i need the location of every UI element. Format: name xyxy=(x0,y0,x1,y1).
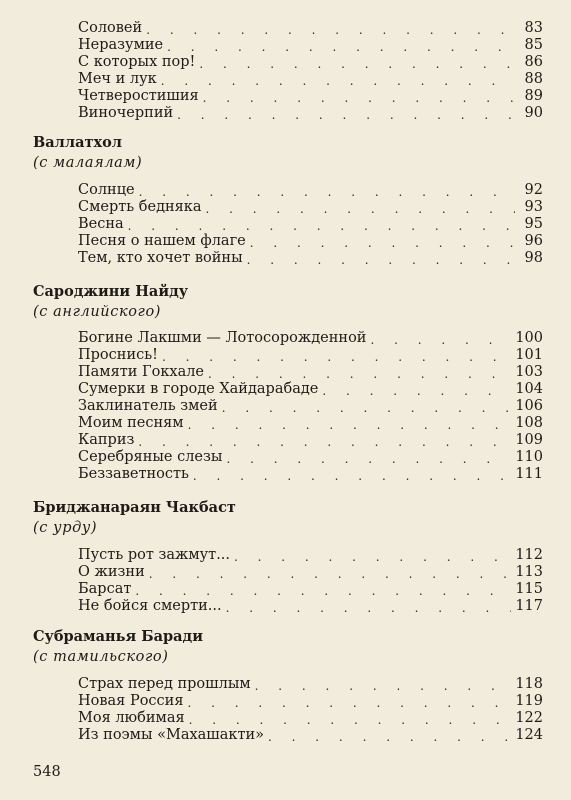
dot-leader xyxy=(193,469,511,483)
dot-leader xyxy=(189,713,512,727)
toc-entry xyxy=(78,182,543,199)
entry-page: 122 xyxy=(515,710,543,726)
toc-entry xyxy=(78,250,543,267)
entry-title: Солнце xyxy=(78,182,135,198)
entry-page: 89 xyxy=(524,88,543,104)
entry-title: Четверостишия xyxy=(78,88,199,104)
entry-title: Тем, кто хочет войны xyxy=(78,250,243,266)
dot-leader xyxy=(135,584,511,598)
entry-title: Весна xyxy=(78,216,124,232)
entry-page: 109 xyxy=(515,432,543,448)
toc-entry xyxy=(78,432,543,449)
dot-leader xyxy=(138,435,511,449)
entry-title: Беззаветность xyxy=(78,466,189,482)
entry-page: 90 xyxy=(524,105,543,121)
entry-page: 83 xyxy=(524,20,543,36)
entry-page: 118 xyxy=(515,676,543,692)
dot-leader xyxy=(167,40,515,54)
entry-page: 98 xyxy=(524,250,543,266)
dot-leader xyxy=(222,401,512,415)
entry-page: 104 xyxy=(515,381,543,397)
entry-page: 113 xyxy=(515,564,543,580)
dot-leader xyxy=(226,601,512,615)
dot-leader xyxy=(208,367,511,381)
entry-title: С которых пор! xyxy=(78,54,196,70)
entry-title: Из поэмы «Махашакти» xyxy=(78,727,265,743)
entry-page: 111 xyxy=(515,466,543,482)
toc-entry xyxy=(78,216,543,233)
entry-page: 115 xyxy=(515,581,543,597)
dot-leader xyxy=(226,452,511,466)
dot-leader xyxy=(247,253,515,267)
translation-language: (с урду) xyxy=(33,520,98,536)
dot-leader xyxy=(161,74,515,88)
entry-page: 95 xyxy=(524,216,543,232)
toc-entry xyxy=(78,105,543,122)
entry-page: 112 xyxy=(515,547,543,563)
entry-page: 100 xyxy=(515,330,543,346)
entry-title: Соловей xyxy=(78,20,143,36)
entry-title: Виночерпий xyxy=(78,105,174,121)
dot-leader xyxy=(322,384,511,398)
entry-page: 103 xyxy=(515,364,543,380)
dot-leader xyxy=(268,730,511,744)
toc-entry xyxy=(78,199,543,216)
dot-leader xyxy=(187,696,511,710)
entry-page: 88 xyxy=(524,71,543,87)
entry-title: Не бойся смерти... xyxy=(78,598,222,614)
toc-entry xyxy=(78,347,543,364)
toc-entry xyxy=(78,88,543,105)
entry-page: 106 xyxy=(515,398,543,414)
dot-leader xyxy=(177,108,515,122)
entry-title: О жизни xyxy=(78,564,145,580)
entry-title: Памяти Гокхале xyxy=(78,364,205,380)
toc-entry xyxy=(78,676,543,693)
entry-title: Моя любимая xyxy=(78,710,185,726)
toc-entry xyxy=(78,547,543,564)
dot-leader xyxy=(199,57,515,71)
entry-title: Богине Лакшми — Лотосорожденной xyxy=(78,330,367,346)
entry-title: Неразумие xyxy=(78,37,164,53)
author-heading: Бриджанараян Чакбаст xyxy=(33,499,236,516)
entry-title: Барсат xyxy=(78,581,132,597)
entry-page: 86 xyxy=(524,54,543,70)
dot-leader xyxy=(370,333,511,347)
toc-entry xyxy=(78,598,543,615)
dot-leader xyxy=(206,202,515,216)
entry-title: Сумерки в городе Хайдарабаде xyxy=(78,381,319,397)
toc-entry xyxy=(78,20,543,37)
entry-page: 119 xyxy=(515,693,543,709)
entry-page: 93 xyxy=(524,199,543,215)
entry-title: Моим песням xyxy=(78,415,184,431)
entry-title: Серебряные слезы xyxy=(78,449,223,465)
entry-title: Новая Россия xyxy=(78,693,184,709)
entry-title: Проснись! xyxy=(78,347,158,363)
entry-title: Страх перед прошлым xyxy=(78,676,251,692)
entry-page: 92 xyxy=(524,182,543,198)
dot-leader xyxy=(234,550,511,564)
toc-entry xyxy=(78,71,543,88)
entry-page: 124 xyxy=(515,727,543,743)
dot-leader xyxy=(128,219,515,233)
entry-page: 117 xyxy=(515,598,543,614)
entry-page: 85 xyxy=(524,37,543,53)
entry-title: Пусть рот зажмут... xyxy=(78,547,231,563)
toc-entry xyxy=(78,37,543,54)
toc-entry xyxy=(78,381,543,398)
entry-title: Смерть бедняка xyxy=(78,199,202,215)
dot-leader xyxy=(149,567,512,581)
entry-page: 110 xyxy=(515,449,543,465)
dot-leader xyxy=(139,185,515,199)
entry-title: Меч и лук xyxy=(78,71,157,87)
toc-entry xyxy=(78,727,543,744)
translation-language: (с английского) xyxy=(33,304,162,320)
toc-entry xyxy=(78,415,543,432)
toc-entry xyxy=(78,693,543,710)
page-number: 548 xyxy=(33,764,61,780)
entry-title: Песня о нашем флаге xyxy=(78,233,246,249)
toc-entry xyxy=(78,54,543,71)
toc-entry xyxy=(78,398,543,415)
author-heading: Субраманья Баради xyxy=(33,628,203,645)
dot-leader xyxy=(146,23,515,37)
entry-page: 96 xyxy=(524,233,543,249)
dot-leader xyxy=(255,679,512,693)
dot-leader xyxy=(250,236,515,250)
dot-leader xyxy=(203,91,515,105)
author-heading: Сароджини Найду xyxy=(33,283,189,300)
dot-leader xyxy=(188,418,512,432)
toc-entry xyxy=(78,581,543,598)
entry-page: 108 xyxy=(515,415,543,431)
dot-leader xyxy=(162,350,511,364)
translation-language: (с малаялам) xyxy=(33,155,143,171)
toc-entry xyxy=(78,364,543,381)
entry-page: 101 xyxy=(515,347,543,363)
toc-entry xyxy=(78,233,543,250)
translation-language: (с тамильского) xyxy=(33,649,169,665)
toc-entry xyxy=(78,466,543,483)
toc-entry xyxy=(78,449,543,466)
entry-title: Заклинатель змей xyxy=(78,398,218,414)
toc-entry xyxy=(78,564,543,581)
author-heading: Валлатхол xyxy=(33,134,123,151)
toc-entry xyxy=(78,710,543,727)
entry-title: Каприз xyxy=(78,432,135,448)
toc-entry xyxy=(78,330,543,347)
